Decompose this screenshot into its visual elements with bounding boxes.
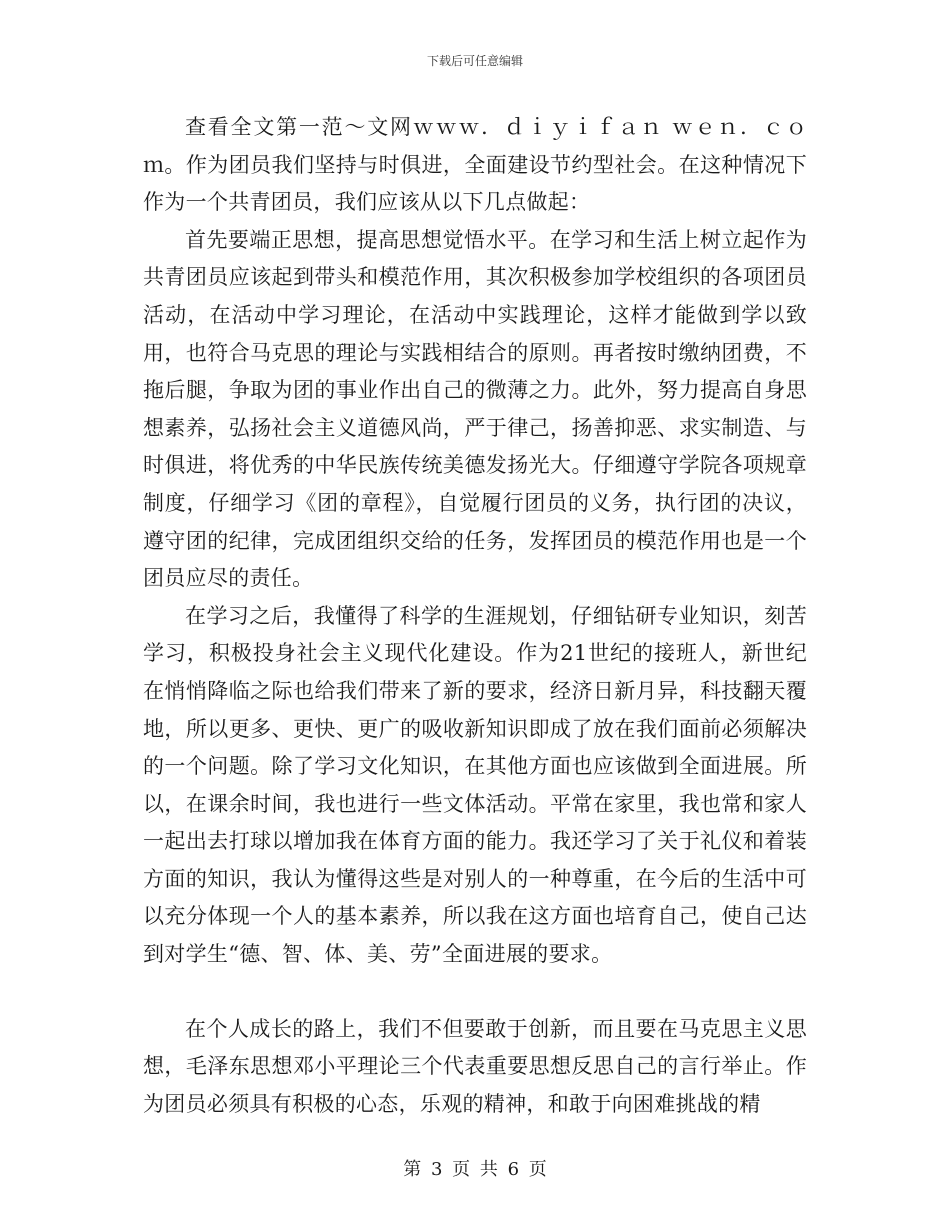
paragraph-spacer — [143, 974, 807, 1011]
document-body — [143, 109, 807, 1123]
paragraph-intro: 查看全文第一范～文网ｗｗｗ．ｄｉｙｉｆａｎ ｗｅｎ．ｃｏｍ。作为团员我们坚持与时俱进，全面建设节约型社会。在这种情况下作为一个共青团员，我们应该从以下几点做起： — [143, 115, 807, 215]
page-footer: 第 3 页 共 6 页 — [403, 1159, 547, 1180]
page-header: 下载后可任意编辑 — [426, 54, 523, 68]
paragraph-growth: 在个人成长的路上，我们不但要敢于创新，而且要在马克思主义思想，毛泽东思想邓小平理论三个代表重要思想反思自己的言行举止。作为团员必须具有积极的心态，乐观的精神，和敢于向困难挑战的精 — [143, 1016, 807, 1116]
paragraph-ideology: 首先要端正思想，提高思想觉悟水平。在学习和生活上树立起作为共青团员应该起到带头和模范作用，其次积极参加学校组织的各项团员活动，在活动中学习理论，在活动中实践理论，这样才能做到学以致用，也符合马克思的理论与实践相结合的原则。再者按时缴纳团费，不拖后腿，争取为团的事业作出自己的微薄之力。此外，努力提高自身思想素养，弘扬社会主义道德风尚，严于律己，扬善抑恶、求实制造、与时俱进，将优秀的中华民族传统美德发扬光大。仔细遵守学院各项规章制度，仔细学习《团的章程》，自觉履行团员的义务，执行团的决议，遵守团的纪律，完成团组织交给的任务，发挥团员的模范作用也是一个团员应尽的责任。 — [143, 227, 807, 591]
paragraph-study: 在学习之后，我懂得了科学的生涯规划，仔细钻研专业知识，刻苦学习，积极投身社会主义现代化建设。作为21世纪的接班人，新世纪在悄悄降临之际也给我们带来了新的要求，经济日新月异，科技翻天覆地，所以更多、更快、更广的吸收新知识即成了放在我们面前必须解决的一个问题。除了学习文化知识，在其他方面也应该做到全面进展。所以，在课余时间，我也进行一些文体活动。平常在家里，我也常和家人一起出去打球以增加我在体育方面的能力。我还学习了关于礼仪和着装方面的知识，我认为懂得这些是对别人的一种尊重，在今后的生活中可以充分体现一个人的基本素养，所以我在这方面也培育自己，使自己达到对学生“德、智、体、美、劳”全面进展的要求。 — [143, 603, 807, 967]
